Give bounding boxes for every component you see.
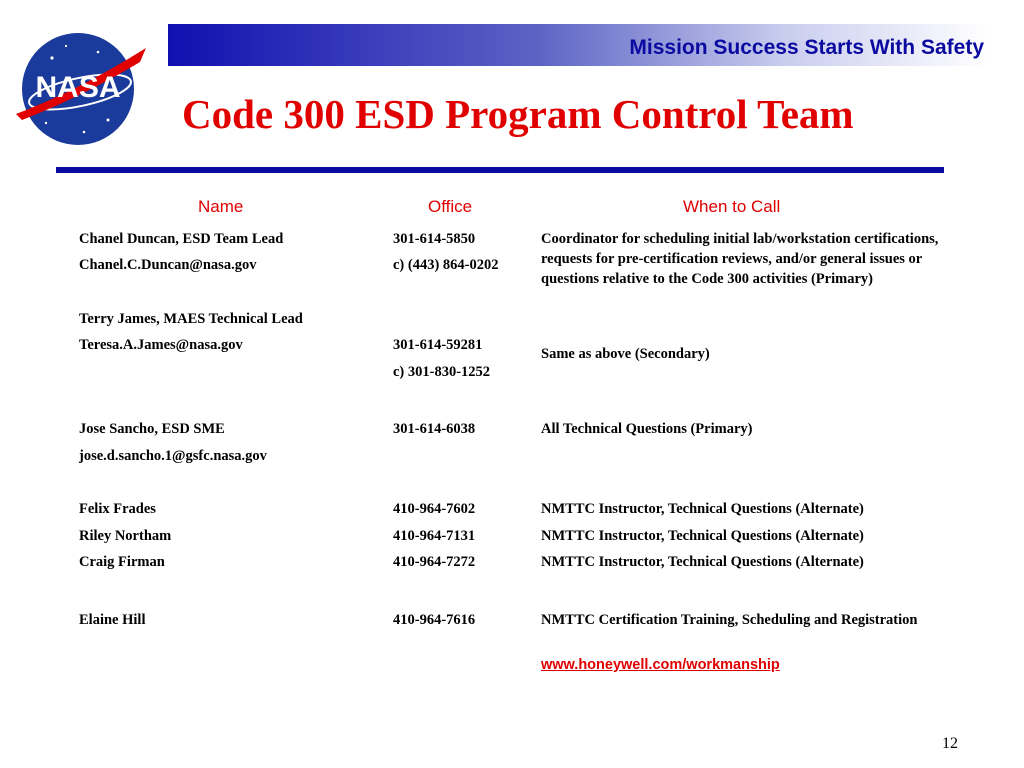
contact-email: jose.d.sancho.1@gsfc.nasa.gov — [79, 448, 267, 464]
contact-email: Chanel.C.Duncan@nasa.gov — [79, 257, 257, 273]
contact-office: 410-964-7272 — [393, 554, 476, 570]
contact-office: 301-614-6038 — [393, 421, 476, 437]
contact-when-to-call: Coordinator for scheduling initial lab/workstation certifications, requests for pre-certification reviews, and/or general issues or questions relative to the Code 300 activities (Primary) — [541, 231, 939, 287]
title-divider — [56, 167, 944, 173]
page-title: Code 300 ESD Program Control Team — [182, 91, 854, 137]
contact-when-to-call: NMTTC Instructor, Technical Questions (Alternate) — [541, 554, 864, 570]
workmanship-link[interactable]: www.honeywell.com/workmanship — [541, 657, 780, 673]
contact-office: 410-964-7602 — [393, 501, 476, 517]
contact-name: Elaine Hill — [79, 612, 146, 628]
contact-cell-phone: c) (443) 864-0202 — [393, 257, 499, 273]
contact-office: 301-614-59281 — [393, 337, 483, 353]
contact-when-to-call: Same as above (Secondary) — [541, 346, 710, 362]
contact-name: Felix Frades — [79, 501, 156, 517]
contact-email: Teresa.A.James@nasa.gov — [79, 337, 243, 353]
contact-name: Chanel Duncan, ESD Team Lead — [79, 231, 284, 247]
contact-office: 410-964-7616 — [393, 612, 476, 628]
contact-office: 410-964-7131 — [393, 528, 476, 544]
contact-when-to-call: NMTTC Certification Training, Scheduling and Registration — [541, 612, 918, 628]
banner-slogan: Mission Success Starts With Safety — [629, 36, 984, 59]
logo-wordmark: NASA — [35, 71, 121, 104]
column-header-name: Name — [198, 197, 244, 216]
contact-when-to-call: All Technical Questions (Primary) — [541, 421, 753, 437]
column-header-office: Office — [428, 197, 473, 216]
contact-when-to-call: NMTTC Instructor, Technical Questions (Alternate) — [541, 501, 864, 517]
column-header-when-to-call: When to Call — [683, 197, 781, 216]
nasa-logo — [8, 28, 148, 150]
contact-name: Jose Sancho, ESD SME — [79, 421, 225, 437]
contact-name: Terry James, MAES Technical Lead — [79, 311, 303, 327]
contact-office: 301-614-5850 — [393, 231, 476, 247]
contact-name: Craig Firman — [79, 554, 165, 570]
contact-name: Riley Northam — [79, 528, 172, 544]
contact-cell-phone: c) 301-830-1252 — [393, 364, 491, 380]
contact-when-to-call: NMTTC Instructor, Technical Questions (Alternate) — [541, 528, 864, 544]
page-number: 12 — [942, 735, 958, 752]
